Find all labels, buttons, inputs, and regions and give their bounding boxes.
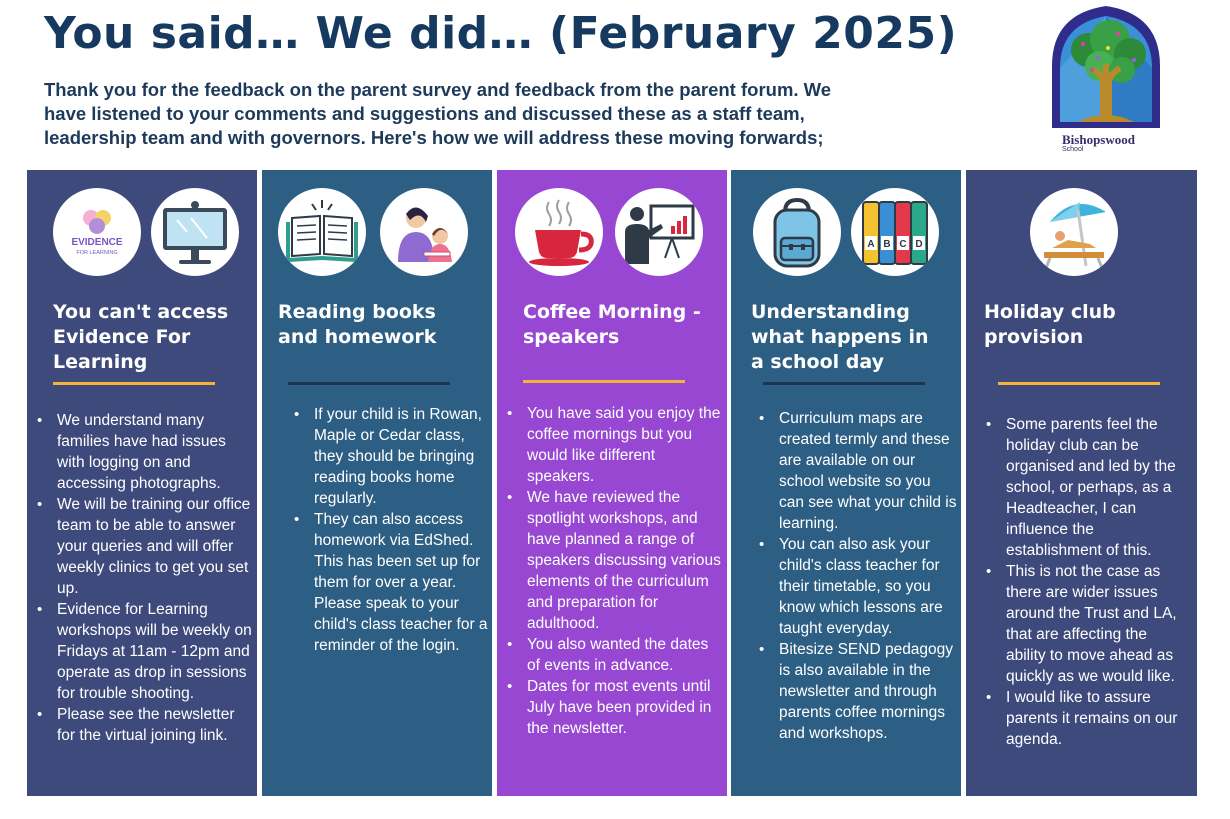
binder-letter: A <box>867 239 875 250</box>
list-item: • Please see the newsletter for the virtual joining link. <box>57 704 255 746</box>
heading-underline <box>763 382 925 385</box>
list-item: • Curriculum maps are created termly and these are available on our school website so you can see what your child is learning. <box>779 408 959 534</box>
binder-letter: C <box>899 239 907 250</box>
list-item: • If your child is in Rowan, Maple or Cedar class, they should be bringing reading books home regularly. <box>314 404 490 509</box>
open-book-icon <box>278 188 366 276</box>
list-item: • You have said you enjoy the coffee mornings but you would like different speakers. <box>527 403 725 487</box>
bullet-list <box>57 410 255 746</box>
logo-subtitle: School <box>1062 146 1084 153</box>
column-heading: Reading books and homework <box>278 301 437 348</box>
evidence-logo-subtext: FOR LEARNING <box>76 250 118 256</box>
heading-underline <box>53 382 215 385</box>
intro-text: Thank you for the feedback on the parent survey and feedback from the parent forum. We have listened to your comments and suggestions and discussed these as a staff team, leadership team and with governors. Here's how we will address these moving forwards; <box>44 79 832 148</box>
list-item: • We understand many families have had issues with logging on and accessing photographs. <box>57 410 255 494</box>
list-item: • They can also access homework via EdShed. This has been set up for them for over a year. Please speak to your child's class teacher for a reminder of the login. <box>314 509 490 656</box>
heading-underline <box>998 382 1160 385</box>
list-item: • You also wanted the dates of events in advance. <box>527 634 725 676</box>
evidence-for-learning-logo-icon <box>53 188 141 276</box>
column-heading: Holiday club provision <box>984 301 1116 348</box>
list-item: • Some parents feel the holiday club can be organised and led by the school, or perhaps, as a Headteacher, I can influence the establishment of this. <box>1006 414 1189 561</box>
list-item: • We will be training our office team to be able to answer your queries and will offer weekly clinics to get you set up. <box>57 494 255 599</box>
list-item: • You can also ask your child's class teacher for their timetable, so you know which lessons are taught everyday. <box>779 534 959 639</box>
backpack-icon <box>753 188 841 276</box>
list-item: • Evidence for Learning workshops will be weekly on Fridays at 11am - 12pm and operate as drop in sessions for trouble shooting. <box>57 599 255 704</box>
heading-underline <box>523 380 685 383</box>
coffee-cup-icon <box>515 188 603 276</box>
bullet-list <box>779 408 959 744</box>
binder-letter: D <box>915 239 923 250</box>
column-holiday-club <box>966 170 1197 796</box>
presentation-speaker-icon <box>615 188 703 276</box>
column-reading-books <box>262 170 492 796</box>
bullet-list <box>1006 414 1189 750</box>
list-item: • We have reviewed the spotlight workshops, and have planned a range of speakers discussing various elements of the curriculum and preparation for adulthood. <box>527 487 725 634</box>
bullet-list <box>527 403 725 739</box>
column-heading: Coffee Morning - speakers <box>523 301 701 348</box>
column-coffee-morning <box>497 170 727 796</box>
parent-child-reading-icon <box>380 188 468 276</box>
column-heading: You can't access Evidence For Learning <box>53 301 229 373</box>
column-heading: Understanding what happens in a school day <box>751 301 929 373</box>
bullet-list <box>314 404 490 656</box>
column-evidence-for-learning <box>27 170 257 796</box>
list-item: • I would like to assure parents it remains on our agenda. <box>1006 687 1189 750</box>
column-school-day <box>731 170 961 796</box>
sun-lounger-umbrella-icon <box>1030 188 1118 276</box>
binders-abcd-icon <box>851 188 939 276</box>
evidence-logo-text: EVIDENCE <box>71 237 123 248</box>
computer-monitor-icon <box>151 188 239 276</box>
binder-letter: B <box>883 239 891 250</box>
list-item: • Bitesize SEND pedagogy is also available in the newsletter and through parents coffee mornings and workshops. <box>779 639 959 744</box>
page-title: You said… We did… (February 2025) <box>44 8 958 59</box>
list-item: • This is not the case as there are wider issues around the Trust and LA, that are affecting the ability to move ahead as quickly as we would like. <box>1006 561 1189 687</box>
heading-underline <box>288 382 450 385</box>
list-item: • Dates for most events until July have been provided in the newsletter. <box>527 676 725 739</box>
logo-name: Bishopswood <box>1062 132 1135 147</box>
